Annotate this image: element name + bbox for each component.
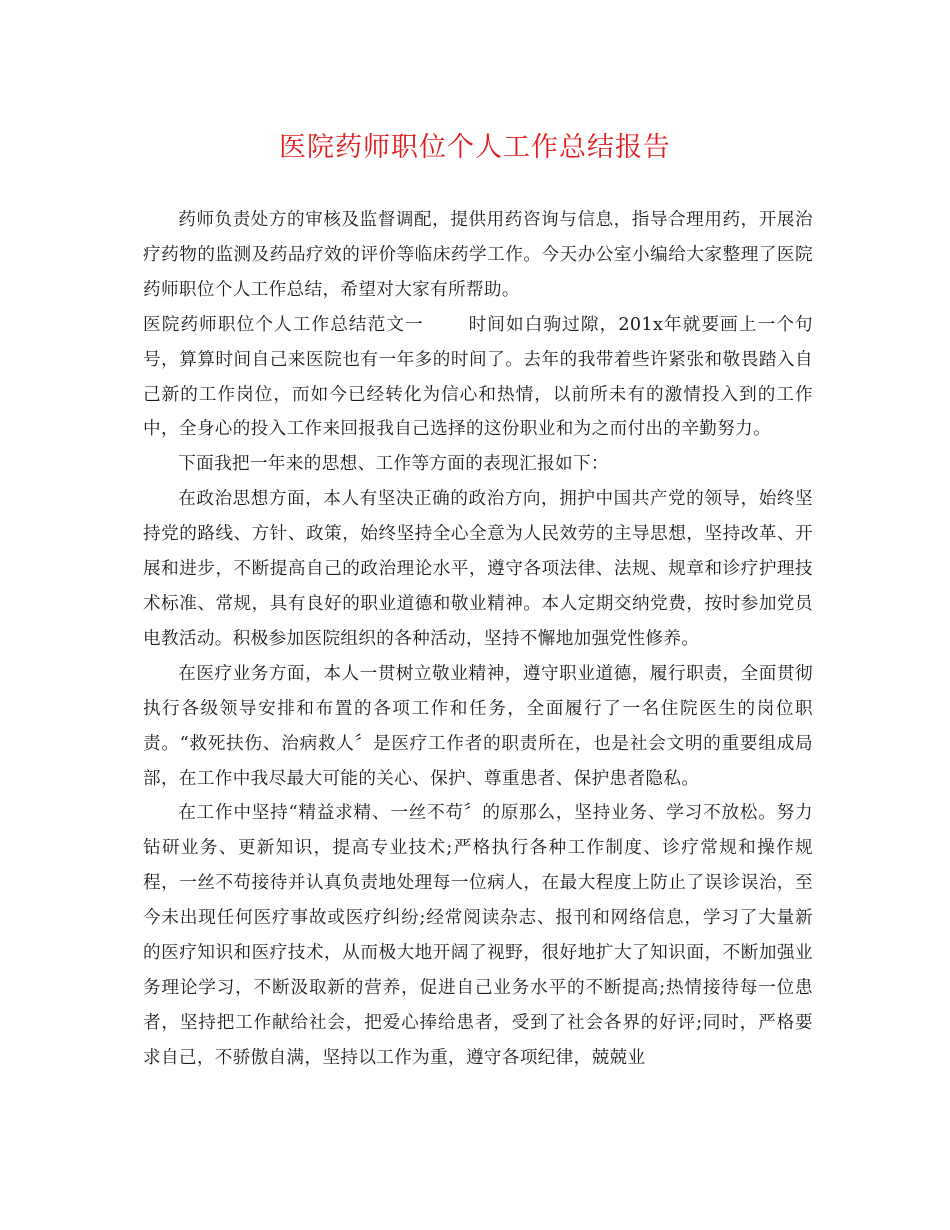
political-paragraph: 在政治思想方面，本人有坚决正确的政治方向，拥护中国共产党的领导，始终坚持党的路线、方针、政策，始终坚持全心全意为人民效劳的主导思想，坚持改革、开展和进步，不断提高自己的政治理论水平，遵守各项法律、法规、规章和诊疗护理技术标准、常规，具有良好的职业道德和敬业精神。本人定期交纳党费，按时参加党员电教活动。积极参加医院组织的各种活动，坚持不懈地加强党性修养。 (143, 489, 813, 649)
summary-lead-paragraph: 下面我把一年来的思想、工作等方面的表现汇报如下： (178, 454, 609, 475)
medical-work-paragraph: 在医疗业务方面，本人一贯树立敬业精神，遵守职业道德，履行职责，全面贯彻执行各级领导安排和布置的各项工作和任务，全面履行了一名住院医生的岗位职责。“救死扶伤、治病救人〞是医疗工作者的职责所在，也是社会文明的重要组成局部，在工作中我尽最大可能的关心、保护、尊重患者、保护患者隐私。 (143, 663, 813, 789)
sample-heading: 医院药师职位个人工作总结范文一 (143, 314, 424, 335)
document-title: 医院药师职位个人工作总结报告 (279, 132, 671, 163)
intro-paragraph: 药师负责处方的审核及监督调配，提供用药咨询与信息，指导合理用药，开展治疗药物的监测及药品疗效的评价等临床药学工作。今天办公室小编给大家整理了医院药师职位个人工作总结，希望对大家有所帮助。 (143, 210, 813, 300)
document-body (143, 203, 813, 1076)
sample-paragraph (143, 308, 813, 448)
sample-lead-text: 时间如白驹过隙，201x年就要画上一个句号，算算时间自己来医院也有一年多的时间了。去年的我带着些许紧张和敬畏踏入自己新的工作岗位，而如今已经转化为信心和热情，以前所未有的激情投入到的工作中，全身心的投入工作来回报我自己选择的这份职业和为之而付出的辛勤努力。 (143, 314, 813, 440)
work-attitude-paragraph: 在工作中坚持“精益求精、一丝不苟〞的原那么，坚持业务、学习不放松。努力钻研业务、更新知识，提高专业技术;严格执行各种工作制度、诊疗常规和操作规程，一丝不苟接待并认真负责地处理每一位病人，在最大程度上防止了误诊误治，至今未出现任何医疗事故或医疗纠纷;经常阅读杂志、报刊和网络信息，学习了大量新的医疗知识和医疗技术，从而极大地开阔了视野，很好地扩大了知识面，不断加强业务理论学习，不断汲取新的营养，促进自己业务水平的不断提高;热情接待每一位患者，坚持把工作献给社会，把爱心捧给患者，受到了社会各界的好评;同时，严格要求自己，不骄傲自满，坚持以工作为重，遵守各项纪律，兢兢业 (143, 803, 813, 1068)
